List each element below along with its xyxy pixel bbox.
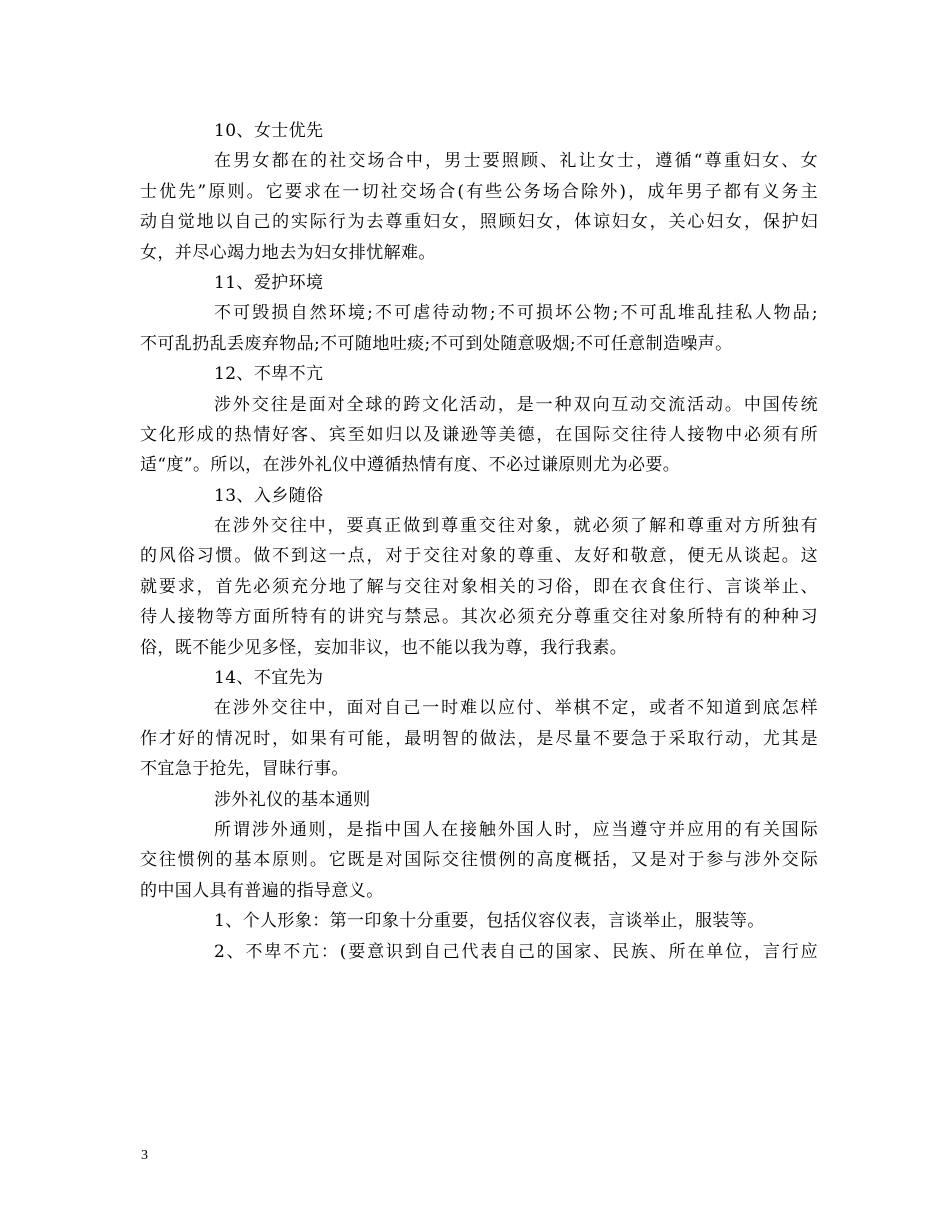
- paragraph-line: 在男女都在的社交场合中，男士要照顾、礼让女士，遵循“尊重妇女、女: [214, 151, 818, 172]
- paragraph-line: 所谓涉外通则，是指中国人在接触外国人时，应当遵守并应用的有关国际: [214, 819, 818, 840]
- document-body: [140, 116, 818, 967]
- section-heading: 涉外礼仪的基本通则: [214, 789, 371, 810]
- paragraph-line: 不可毁损自然环境;不可虐待动物;不可损坏公物;不可乱堆乱挂私人物品;: [214, 303, 818, 324]
- section-heading: 12、不卑不亢: [214, 364, 324, 385]
- paragraph-line: 动自觉地以自己的实际行为去尊重妇女，照顾妇女，体谅妇女，关心妇女，保护妇: [140, 212, 818, 233]
- paragraph-line: 的中国人具有普遍的指导意义。: [140, 880, 384, 901]
- page-number: 3: [141, 1148, 148, 1163]
- paragraph-line: 女，并尽心竭力地去为妇女排忧解难。: [140, 242, 436, 263]
- paragraph-line: 在涉外交往中，要真正做到尊重交往对象，就必须了解和尊重对方所独有: [214, 516, 818, 537]
- paragraph-line: 就要求，首先必须充分地了解与交往对象相关的习俗，即在衣食住行、言谈举止、: [140, 576, 818, 597]
- paragraph-line: 俗，既不能少见多怪，妄加非议，也不能以我为尊，我行我素。: [140, 637, 628, 658]
- paragraph-line: 不可乱扔乱丢废弃物品;不可随地吐痰;不可到处随意吸烟;不可任意制造噪声。: [140, 333, 733, 354]
- paragraph-line: 不宜急于抢先，冒昧行事。: [140, 759, 349, 780]
- section-heading: 10、女士优先: [214, 121, 324, 141]
- paragraph-line: 待人接物等方面所特有的讲究与禁忌。其次必须充分尊重交往对象所特有的种种习: [140, 607, 818, 628]
- section-heading: 13、入乡随俗: [214, 485, 324, 506]
- section-heading: 11、爱护环境: [214, 272, 324, 293]
- paragraph-line: 的风俗习惯。做不到这一点，对于交往对象的尊重、友好和敬意，便无从谈起。这: [140, 546, 818, 567]
- paragraph-line: 文化形成的热情好客、宾至如归以及谦逊等美德，在国际交往待人接物中必须有所: [140, 424, 818, 445]
- paragraph-line: 作才好的情况时，如果有可能，最明智的做法，是尽量不要急于采取行动，尤其是: [140, 728, 818, 749]
- list-item: 1、个人形象：第一印象十分重要，包括仪容仪表，言谈举止，服装等。: [214, 911, 765, 932]
- paragraph-line: 交往惯例的基本原则。它既是对国际交往惯例的高度概括，又是对于参与涉外交际: [140, 850, 818, 871]
- paragraph-line: 适“度”。所以，在涉外礼仪中遵循热情有度、不必过谦原则尤为必要。: [140, 455, 681, 476]
- list-item: 2、不卑不亢：(要意识到自己代表自己的国家、民族、所在单位，言行应: [214, 941, 818, 962]
- section-heading: 14、不宜先为: [214, 668, 324, 689]
- paragraph-line: 涉外交往是面对全球的跨文化活动，是一种双向互动交流活动。中国传统: [214, 394, 818, 415]
- paragraph-line: 士优先”原则。它要求在一切社交场合(有些公务场合除外)，成年男子都有义务主: [140, 181, 818, 202]
- paragraph-line: 在涉外交往中，面对自己一时难以应付、举棋不定，或者不知道到底怎样: [214, 698, 818, 719]
